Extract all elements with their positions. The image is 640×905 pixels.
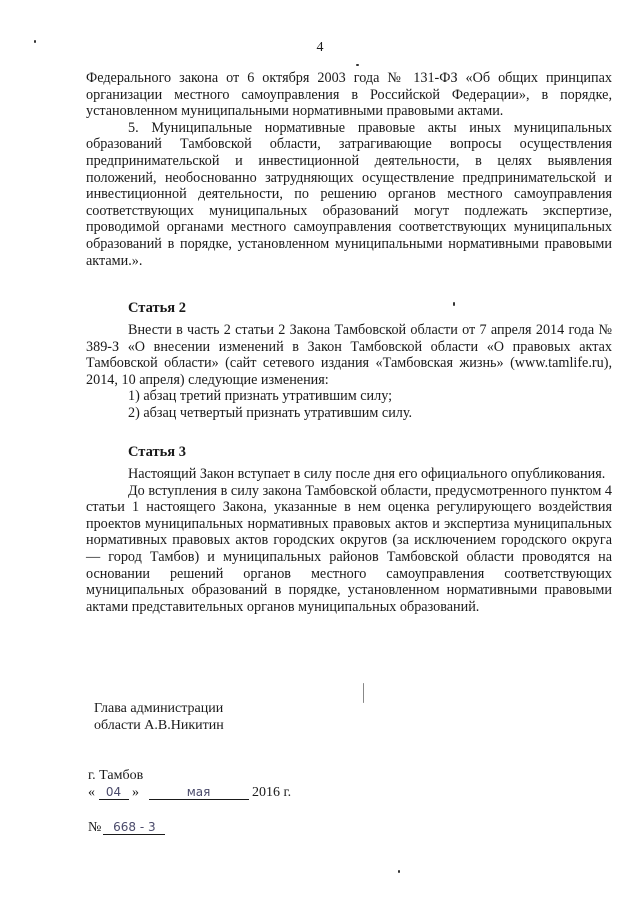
article-2-item-1: 1) абзац третий признать утратившим силу;	[128, 388, 393, 405]
date-line	[88, 785, 291, 801]
signature-block	[94, 700, 224, 734]
scan-line	[363, 683, 364, 703]
paragraph-item-5: 5. Муниципальные нормативные правовые акты иных муниципальных образований Тамбовской области, затрагивающие вопросы осуществления предпринимательской и инвестиционной деятельности, в целях выявления положений, необоснованно затрудняющих осуществление предпринимательской и инвестиционной деятельности, по решению органов местного самоуправления соответствующих муниципальных образований могут подлежать экспертизе, проводимой органами местного самоуправления соответствующих муниципальных образований в порядке, установленном муниципальными нормативными правовыми актами.».	[86, 119, 612, 269]
signature-title: Глава администрации	[94, 701, 224, 716]
article-2-item-2: 2) абзац четвертый признать утратившим силу.	[128, 404, 413, 421]
top-text-block	[86, 70, 612, 269]
date-day: 04	[99, 785, 129, 800]
article-3-heading: Статья 3	[128, 444, 186, 460]
scan-speck	[356, 64, 359, 66]
article-3-text	[86, 466, 612, 615]
signature-name: области А.В.Никитин	[94, 718, 224, 733]
document-number	[88, 820, 165, 836]
article-3-paragraph-2: До вступления в силу закона Тамбовской области, предусмотренного пунктом 4 статьи 1 настоящего Закона, указанные в нем оценка регулирующего воздействия проектов муниципальных нормативных правовых актов и экспертиза муниципальных нормативных правовых актов городских округов (за исключением городского округа — город Тамбов) и муниципальных районов Тамбовской области проводятся на основании решений органов местного самоуправления соответствующих муниципальных образований в порядке, установленном нормативными правовыми актами представительных органов муниципальных образований.	[86, 482, 612, 615]
continued-paragraph: Федерального закона от 6 октября 2003 года № 131-ФЗ «Об общих принципах организации местного самоуправления в Российской Федерации», в порядке, установленном муниципальными нормативными правовыми актами.	[86, 70, 612, 120]
scan-speck	[34, 40, 36, 43]
date-close-quote: »	[132, 785, 139, 800]
page-number: 4	[316, 40, 324, 55]
date-year: 2016 г.	[252, 785, 292, 800]
scan-speck	[398, 870, 400, 873]
document-number-prefix: №	[88, 820, 102, 835]
article-2-text	[86, 322, 612, 422]
date-open-quote: «	[88, 785, 95, 800]
article-3-paragraph-1: Настоящий Закон вступает в силу после дня его официального опубликования.	[128, 466, 606, 482]
article-2-intro: Внести в часть 2 статьи 2 Закона Тамбовской области от 7 апреля 2014 года № 389-З «О внесении изменений в Закон Тамбовской области «О правовых актах Тамбовской области» (сайт сетевого издания «Тамбовская жизнь» (www.tamlife.ru), 2014, 10 апреля) следующие изменения:	[86, 322, 612, 388]
scan-speck	[453, 302, 455, 306]
document-number-value: 668 - 3	[103, 820, 165, 835]
date-month: мая	[149, 785, 249, 800]
article-2-heading: Статья 2	[128, 300, 186, 316]
place-of-signing: г. Тамбов	[88, 768, 144, 783]
